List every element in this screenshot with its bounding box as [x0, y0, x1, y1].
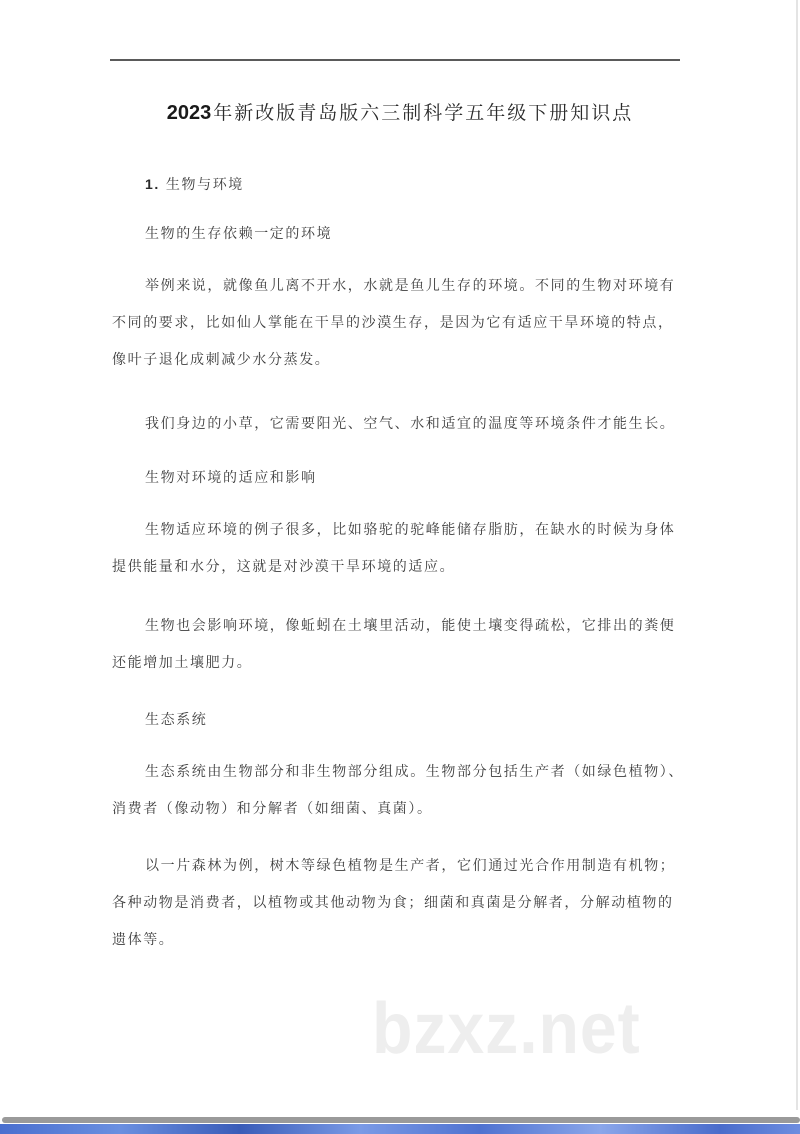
paragraph-camel: 生物适应环境的例子很多，比如骆驼的驼峰能储存脂肪，在缺水的时候为身体提供能量和水分，这就是对沙漠干旱环境的适应。	[112, 522, 676, 575]
subheading-adaptation: 生物对环境的适应和影响	[145, 470, 317, 486]
horizontal-scrollbar[interactable]	[2, 1117, 800, 1123]
header-rule	[110, 59, 680, 61]
subheading-dependence: 生物的生存依赖一定的环境	[145, 226, 333, 242]
paragraph-fish-example: 举例来说，就像鱼儿离不开水，水就是鱼儿生存的环境。不同的生物对环境有不同的要求，比如仙人掌能在干旱的沙漠生存，是因为它有适应干旱环境的特点，像叶子退化成刺减少水分蒸发。	[112, 278, 676, 368]
title-text: 年新改版青岛版六三制科学五年级下册知识点	[213, 102, 634, 124]
paragraph-forest-example: 以一片森林为例，树木等绿色植物是生产者，它们通过光合作用制造有机物；各种动物是消费者，以植物或其他动物为食；细菌和真菌是分解者，分解动植物的遗体等。	[112, 858, 676, 948]
section-title: 生物与环境	[165, 177, 244, 193]
watermark: bzxz.net	[372, 989, 641, 1069]
document-title	[0, 98, 800, 125]
paragraph-earthworm: 生物也会影响环境，像蚯蚓在土壤里活动，能使土壤变得疏松，它排出的粪便还能增加土壤肥力。	[112, 618, 676, 671]
title-year: 2023	[166, 102, 212, 124]
decorative-bottom-band	[0, 1124, 800, 1134]
paragraph-grass: 我们身边的小草，它需要阳光、空气、水和适宜的温度等环境条件才能生长。	[145, 416, 676, 432]
section-number: 1.	[145, 176, 160, 192]
paragraph-ecosystem-parts: 生态系统由生物部分和非生物部分组成。生物部分包括生产者（如绿色植物）、消费者（像动物）和分解者（如细菌、真菌）。	[112, 764, 684, 817]
subheading-ecosystem: 生态系统	[145, 712, 208, 728]
section-heading	[145, 166, 721, 204]
